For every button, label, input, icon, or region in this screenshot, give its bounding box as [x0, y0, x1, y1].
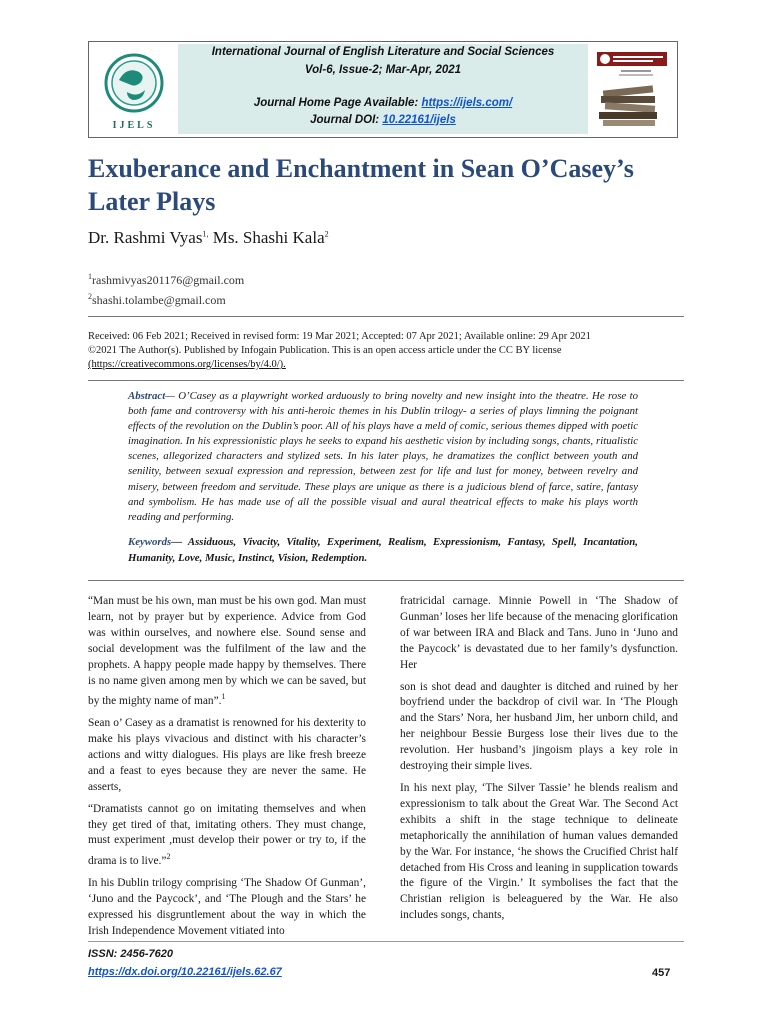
page-number: 457: [652, 967, 671, 979]
paragraph: Sean o’ Casey as a dramatist is renowned for his dexterity to make his plays vivacious and distinct with his character’s actions and witty dialogues. His plays are like fresh breeze and a feast to eyes because they are never the same. He asserts,: [88, 717, 366, 793]
journal-name: International Journal of English Literature and Social Sciences: [211, 46, 555, 58]
journal-doi-link[interactable]: 10.22161/ijels: [382, 114, 456, 126]
journal-homepage: [178, 97, 588, 109]
author-email-2: $^2$shashi.tolambe@gmail.com: [88, 292, 226, 307]
journal-cover-image: [593, 48, 671, 132]
paragraph: “Dramatists cannot go on imitating themselves and when they get tired of that, imitating others. They must change, must experiment ,must develop their power or try to, if the drama is to live.”$^2$: [88, 802, 366, 868]
footnote-ref[interactable]: 2: [166, 852, 171, 862]
footnote-ref[interactable]: 1: [221, 692, 226, 702]
body-column-left: [88, 594, 366, 946]
keywords: [128, 535, 638, 566]
author-2-affiliation: 2: [324, 229, 329, 239]
keywords-text: — Assiduous, Vivacity, Vitality, Experiment, Realism, Expressionism, Fantasy, Spell, Incantation, Humanity, Love, Music, Instinct, Vision, Redemption.: [128, 536, 638, 564]
email-1-link[interactable]: rashmivyas201176@gmail.com: [92, 273, 245, 287]
paragraph: “Man must be his own, man must be his own god. Man must learn, not by prayer but by experience. Advice from God was within ourselves, and nowhere else. Sound sense and social development was the fulfilment of the law and the prophets. A happy people made happy by themselves. There is no name given among men by which we can be saved, but by the mighty name of man”.$^1$: [88, 595, 366, 708]
article-title: Exuberance and Enchantment in Sean O’Casey’s Later Plays: [88, 154, 634, 216]
authors: [88, 228, 329, 248]
license-link[interactable]: (https://creativecommons.org/licenses/by/4.0/).: [88, 359, 286, 370]
logo-text: IJELS: [112, 120, 156, 131]
body-column-right: [400, 594, 678, 930]
author-2: Ms. Shashi Kala: [208, 228, 325, 247]
author-1-affiliation: 1,: [202, 229, 209, 239]
publication-history: [88, 330, 688, 372]
doi-label: Journal DOI:: [310, 114, 383, 126]
author-1: Dr. Rashmi Vyas: [88, 228, 203, 247]
journal-volume: Vol-6, Issue-2; Mar-Apr, 2021: [304, 64, 462, 76]
dates-line: Received: 06 Feb 2021; Received in revised form: 19 Mar 2021; Accepted: 07 Apr 2021; Available online: 29 Apr 2021: [88, 331, 591, 342]
keywords-label: Keywords: [128, 536, 172, 548]
abstract: [128, 389, 638, 525]
homepage-link[interactable]: https://ijels.com/: [421, 97, 513, 109]
divider: [88, 580, 684, 581]
homepage-label: Journal Home Page Available:: [253, 97, 422, 109]
paragraph: son is shot dead and daughter is ditched and ruined by her boyfriend under the backdrop of civil war. In ‘The Plough and the Stars’ Nora, her husband Jim, her unborn child, and her neighbour Bessie Burgess lose their lives due to the revolution. Her husband’s jingoism plays a key role in destroying their simple lives.: [400, 680, 678, 773]
issn: ISSN: 2456-7620: [88, 948, 173, 960]
abstract-text: — O’Casey as a playwright worked arduously to bring novelty and new insight into the theatre. He rose to both fame and controversy with his anti-heroic themes in his Dublin trilogy- a series of plays limning the poignant effects of the revolution on the Dublin’s poor. All of his plays have a meld of comic, serious themes dipped with poetic imagination. In his expressionistic plays he seeks to expand his aesthetic vision by including songs, chants, ritualistic scenes, allegorized characters and stylized sets. In his later plays, he dramatizes the conflict between youth and senility, between sexual expression and repression, between zest for life and lust for money, between revelry and misery, between freedom and servitude. These plays are unique as there is a judicious blend of farce, satire, fantasy and symbolism. He has made use of all the possible visual and aural theatrical effects to make his plays worth reading and performing.: [128, 390, 638, 523]
copyright-line: ©2021 The Author(s). Published by Infogain Publication. This is an open access article under the CC BY license: [88, 345, 562, 356]
paragraph: fratricidal carnage. Minnie Powell in ‘The Shadow of Gunman’ loses her life because of the menacing glorification of war between IRA and Black and Tans. Juno in ‘Juno and the Paycock’ is devastated due to her family’s dysfunction. Her: [400, 595, 678, 671]
email-2-link[interactable]: shashi.tolambe@gmail.com: [92, 293, 226, 307]
paragraph: In his next play, ‘The Silver Tassie’ he blends realism and expressionism to talk about the Great War. The Second Act exhibits a shift in the stage technique to delineate metaphorically the annihilation of human values demanded by the War. For instance, ‘he shows the Crucified Christ half detached from His Cross and leaning in supplication towards the figure of the Virgin.’ It symbolises the fact that the Christian religion is beleaguered by the War. He also includes songs, chants,: [400, 781, 678, 922]
article-doi-link[interactable]: https://dx.doi.org/10.22161/ijels.62.67: [88, 966, 282, 978]
footer-divider: [88, 941, 684, 942]
journal-doi: [178, 114, 588, 126]
author-email-1: $^1$rashmivyas201176@gmail.com: [88, 272, 245, 287]
journal-info-panel: [178, 44, 588, 134]
divider: [88, 316, 684, 317]
abstract-label: Abstract: [128, 390, 166, 402]
divider: [88, 380, 684, 381]
ijels-logo: [97, 50, 172, 132]
paragraph: In his Dublin trilogy comprising ‘The Shadow Of Gunman’, ‘Juno and the Paycock’, and ‘The Plough and the Stars’ he expressed his disgruntlement about the way in which the Irish Independence Movement vitiated into: [88, 877, 366, 937]
